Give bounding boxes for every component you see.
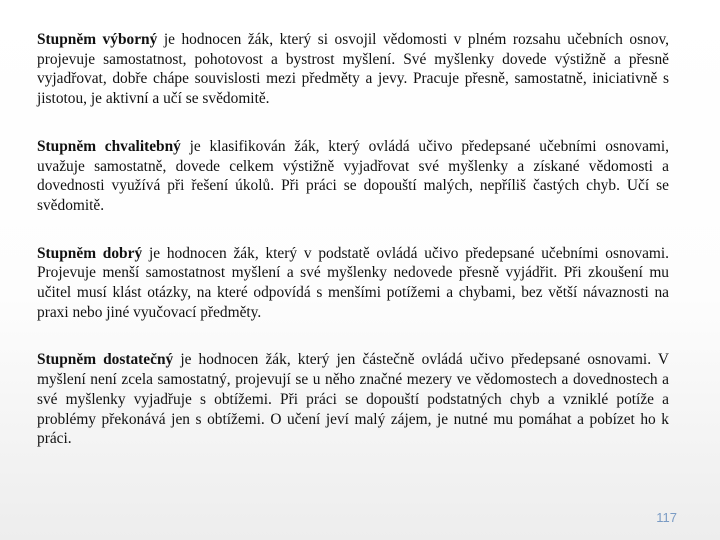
paragraph-sufficient: [37, 350, 669, 449]
grade-term-commendable: Stupněm chvalitebný: [37, 137, 181, 155]
paragraph-commendable: [37, 137, 669, 216]
grade-description-excellent: je hodnocen žák, který si osvojil vědomosti v plném rozsahu učebních osnov, projevuje samostatnost, pohotovost a bystrost myšlení. Své myšlenky dovede výstižně a přesně vyjadřovat, dobře chápe souvislosti mezi předměty a jevy. Pracuje přesně, samostatně, iniciativně s jistotou, je aktivní a učí se svědomitě.: [37, 31, 669, 108]
grade-term-sufficient: Stupněm dostatečný: [37, 351, 174, 369]
paragraph-excellent: [37, 30, 669, 109]
grade-description-sufficient: je hodnocen žák, který jen částečně ovládá učivo předepsané osnovami. V myšlení není zcela samostatný, projevují se u něho značné mezery ve vědomostech a dovednostech a své myšlenky vyjadřuje s obtížemi. Při práci se dopouští podstatných chyb a vzniklé potíže a problémy překonává jen s obtížemi. O učení jeví malý zájem, je nutné mu pomáhat a pobízet ho k práci.: [37, 351, 669, 448]
grade-description-good: je hodnocen žák, který v podstatě ovládá učivo předepsané učebními osnovami. Projevuje menší samostatnost myšlení a své myšlenky nedovede přesně vyjádřit. Při zkoušení mu učitel musí klást otázky, na které odpovídá s menšími potížemi a chybami, bez větší návaznosti na praxi nebo jiné vyučovací předměty.: [37, 244, 669, 321]
grade-description-commendable: je klasifikován žák, který ovládá učivo předepsané učebními osnovami, uvažuje samostatně, dovede celkem výstižně vyjadřovat své myšlenky a získané vědomosti a dovednosti využívá při řešení úkolů. Při práci se dopouští malých, nepříliš častých chyb. Učí se svědomitě.: [37, 137, 669, 214]
grading-text: [37, 30, 669, 449]
page-number: 117: [656, 510, 677, 525]
grade-term-excellent: Stupněm výborný: [37, 31, 158, 48]
grade-term-good: Stupněm dobrý: [37, 244, 143, 262]
paragraph-good: [37, 244, 669, 323]
